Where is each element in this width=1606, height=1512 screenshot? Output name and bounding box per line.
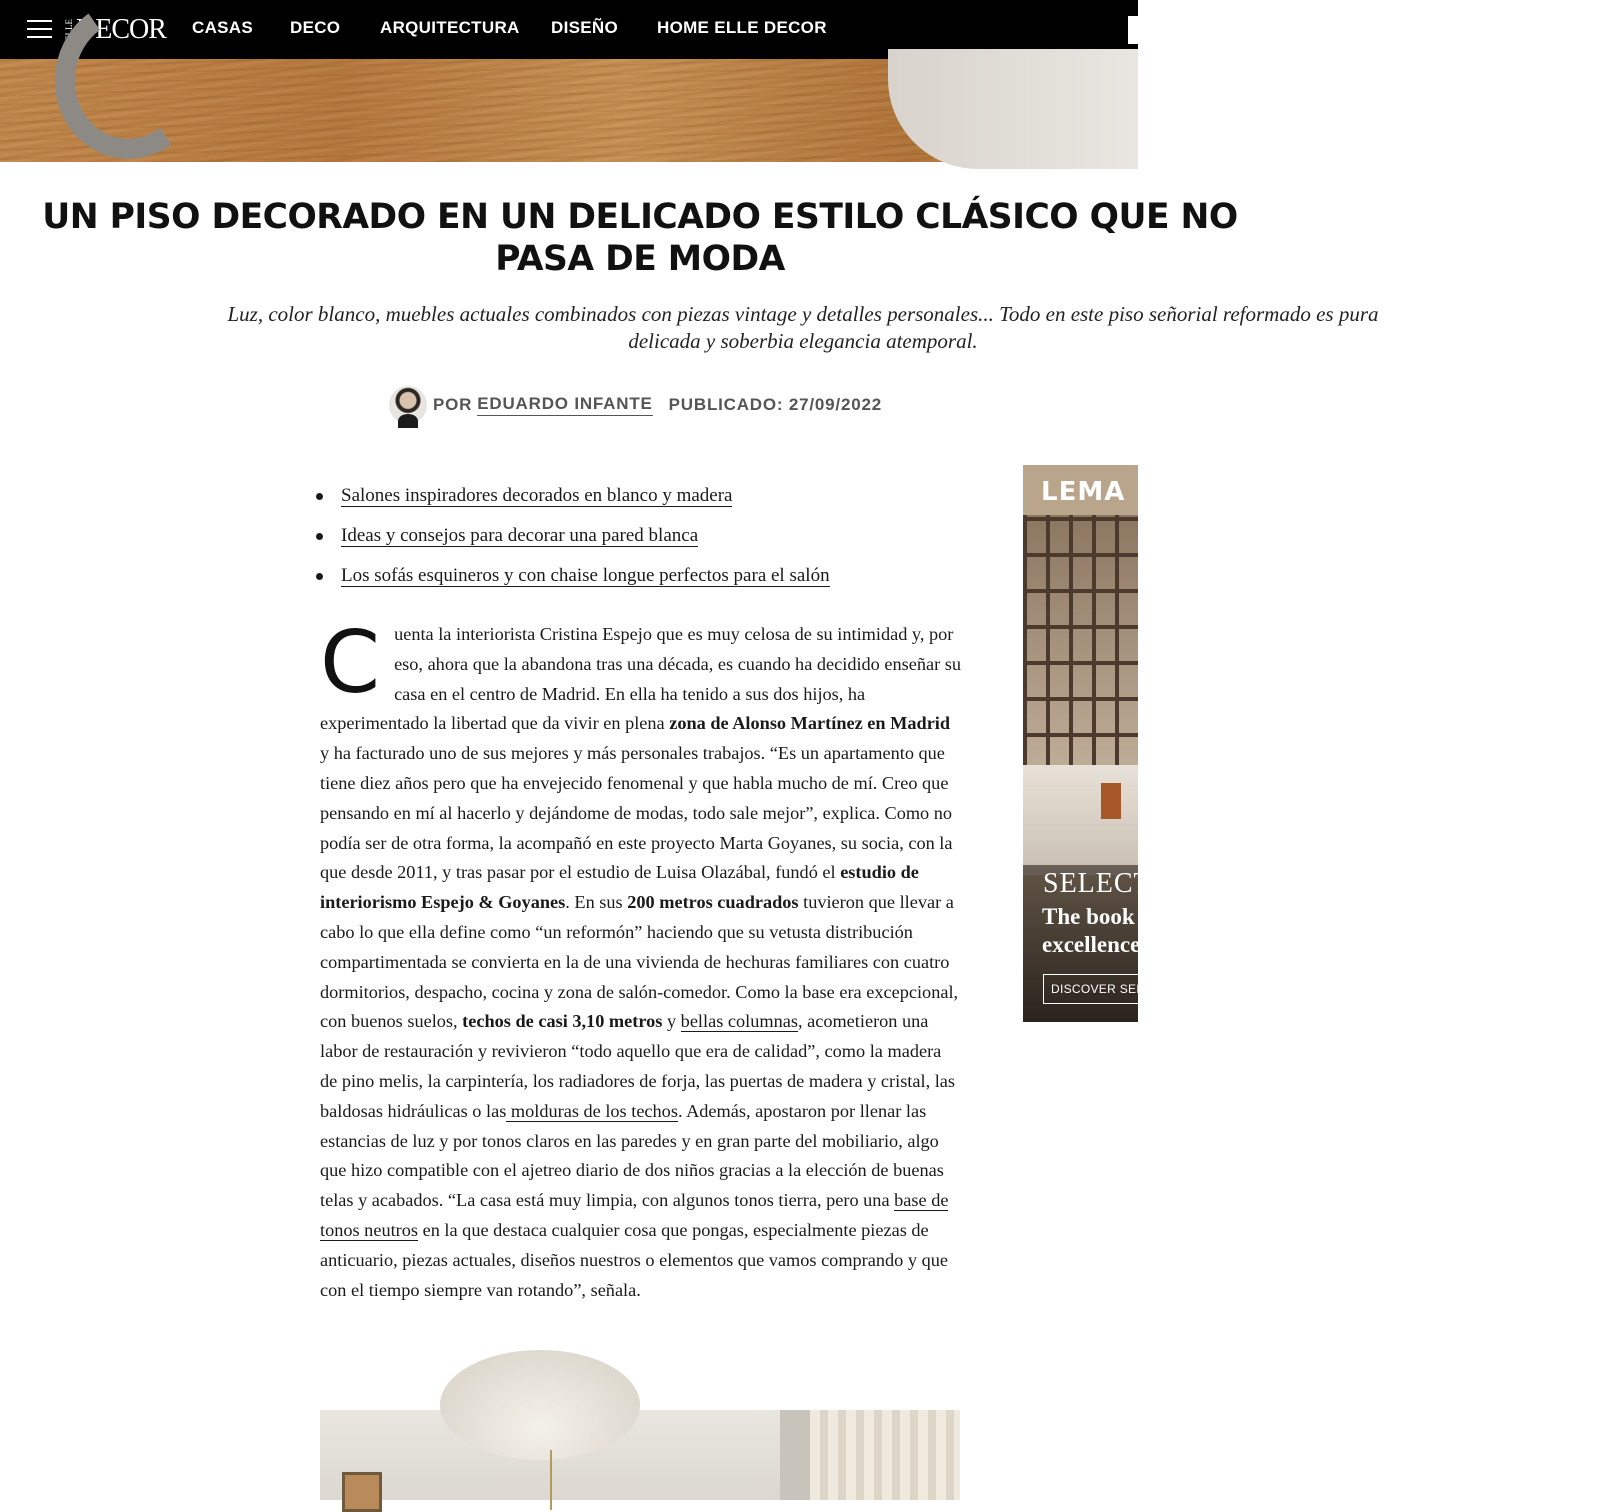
photo-artwork-shape xyxy=(342,1472,382,1512)
article-body xyxy=(320,613,962,1305)
author-avatar[interactable] xyxy=(389,386,427,424)
photo-curtain-shape xyxy=(810,1410,960,1500)
body-bold-text: estudio de interiorismo Espejo & Goyanes xyxy=(320,862,919,913)
list-item xyxy=(316,482,956,522)
article-dek xyxy=(0,301,1606,355)
nav-item-deco[interactable]: DECO xyxy=(290,18,341,37)
related-link[interactable]: Salones inspiradores decorados en blanco y madera xyxy=(341,485,733,506)
photo-lamp-shape xyxy=(440,1350,640,1460)
body-text: y ha facturado uno de sus mejores y más personales trabajos. “Es un apartamento que tiene diez años pero que ha envejecido fenomenal y que habla mucho de mí. Creo que pensando en mí al hacerlo y dejándome de modas, todo sale mejor”, explica. Como no podía ser de otra forma, la acompañó en este proyecto Marta Goyanes, su socia, con la que desde 2011, y tras pasar por el estudio de Luisa Olazábal, fundó el xyxy=(320,743,953,883)
photo-lamp-cord xyxy=(550,1450,552,1510)
logo-elle-text: ELLE xyxy=(64,19,74,41)
dek-container xyxy=(0,301,1379,361)
ad-brand-logo: LEMA xyxy=(1041,477,1126,507)
title-line-2: PASA DE MODA xyxy=(495,239,785,279)
ad-subheadline xyxy=(1042,903,1160,959)
nav-item-diseno[interactable]: DISEÑO xyxy=(551,18,618,37)
nav-item-casas[interactable]: CASAS xyxy=(192,18,254,37)
ad-sub-line-1: The book of xyxy=(1042,904,1160,929)
byline xyxy=(389,386,882,424)
inline-link-columnas[interactable]: bellas columnas xyxy=(680,1011,798,1032)
inline-link-tonos-neutros[interactable]: base de tonos neutros xyxy=(320,1190,949,1240)
related-link[interactable]: Los sofás esquineros y con chaise longue perfectos para el salón xyxy=(341,565,830,586)
dek-line-2: delicada y soberbia elegancia atemporal. xyxy=(628,329,978,353)
ad-headline: SELECTION xyxy=(1043,868,1205,899)
body-bold-text: techos de casi 3,10 metros xyxy=(462,1011,663,1032)
hero-sofa-shape xyxy=(888,49,1138,169)
sidebar-advertisement[interactable] xyxy=(1023,465,1205,1022)
page-title xyxy=(0,196,1280,280)
body-text: y xyxy=(662,1011,681,1032)
drop-cap: C xyxy=(320,613,381,713)
body-text: en la que destaca cualquier cosa que pongas, especialmente piezas de anticuario, piezas actuales, diseños nuestros o elementos que vamos comprando y que con el tiempo siempre van rotando”, señala. xyxy=(320,1219,948,1300)
hero-image xyxy=(0,59,1138,162)
search-box-edge[interactable] xyxy=(1128,16,1138,44)
ad-pillow-shape xyxy=(1101,783,1121,819)
headline-container xyxy=(0,196,1238,286)
ad-sofa-image xyxy=(1023,765,1138,875)
related-link[interactable]: Ideas y consejos para decorar una pared blanca xyxy=(341,525,699,546)
body-bold-text: 200 metros cuadrados xyxy=(627,892,799,913)
photo-window-shape xyxy=(780,1410,810,1500)
list-item xyxy=(316,522,956,562)
nav-item-home-elle-decor[interactable]: HOME ELLE DECOR xyxy=(657,18,827,37)
dek-line-1: Luz, color blanco, muebles actuales combinados con piezas vintage y detalles personales... Todo en este piso señorial reformado es pura xyxy=(227,302,1379,326)
article-photo xyxy=(320,1410,960,1500)
nav-item-arquitectura[interactable]: ARQUITECTURA xyxy=(380,18,520,37)
ad-discover-button[interactable]: DISCOVER SELECTION xyxy=(1043,974,1163,1004)
list-item xyxy=(316,562,956,602)
related-links-list xyxy=(316,482,956,602)
logo-decor-text: DECOR xyxy=(76,14,166,45)
body-text: tuvieron que llevar a cabo lo que ella define como “un reformón” haciendo que su vetusta distribución compartimentada se convierta en la de una vivienda de hechuras familiares con cuatro dormitorios, despacho, cocina y zona de salón-comedor. Como la base era excepcional, con buenos suelos, xyxy=(320,892,959,1032)
hamburger-icon[interactable] xyxy=(27,18,52,40)
body-text: . En sus xyxy=(565,892,628,913)
body-text: , acometieron una labor de restauración y revivieron “todo aquello que era de calidad”, como la madera de pino melis, la carpintería, los radiadores de forja, las puertas de madera y cristal, las baldosas hidráulicas o las xyxy=(320,1011,956,1121)
body-text: uenta la interiorista Cristina Espejo que es muy celosa de su intimidad y, por eso, ahora que la abandona tras una década, es cuando ha decidido enseñar su casa en el centro de Madrid. En ella ha tenido a sus dos hijos, ha experimentado la libertad que da vivir en plena xyxy=(320,624,962,734)
title-line-1: UN PISO DECORADO EN UN DELICADO ESTILO CLÁSICO QUE NO xyxy=(42,197,1238,237)
byline-prefix: POR xyxy=(433,395,473,414)
ad-sub-line-2: excellence xyxy=(1042,932,1141,957)
author-link[interactable]: EDUARDO INFANTE xyxy=(477,394,652,416)
publish-date: PUBLICADO: 27/09/2022 xyxy=(668,395,882,414)
body-bold-text: zona de Alonso Martínez en Madrid xyxy=(669,713,951,734)
inline-link-molduras[interactable]: molduras de los techos xyxy=(506,1100,678,1121)
body-text: . Además, apostaron por llenar las estancias de luz y por tonos claros en las paredes y en gran parte del mobiliario, algo que hizo compatible con el ajetreo diario de dos niños gracias a la elección de buenas telas y acabados. “La casa está muy limpia, con algunos tonos tierra, pero una xyxy=(320,1100,944,1211)
